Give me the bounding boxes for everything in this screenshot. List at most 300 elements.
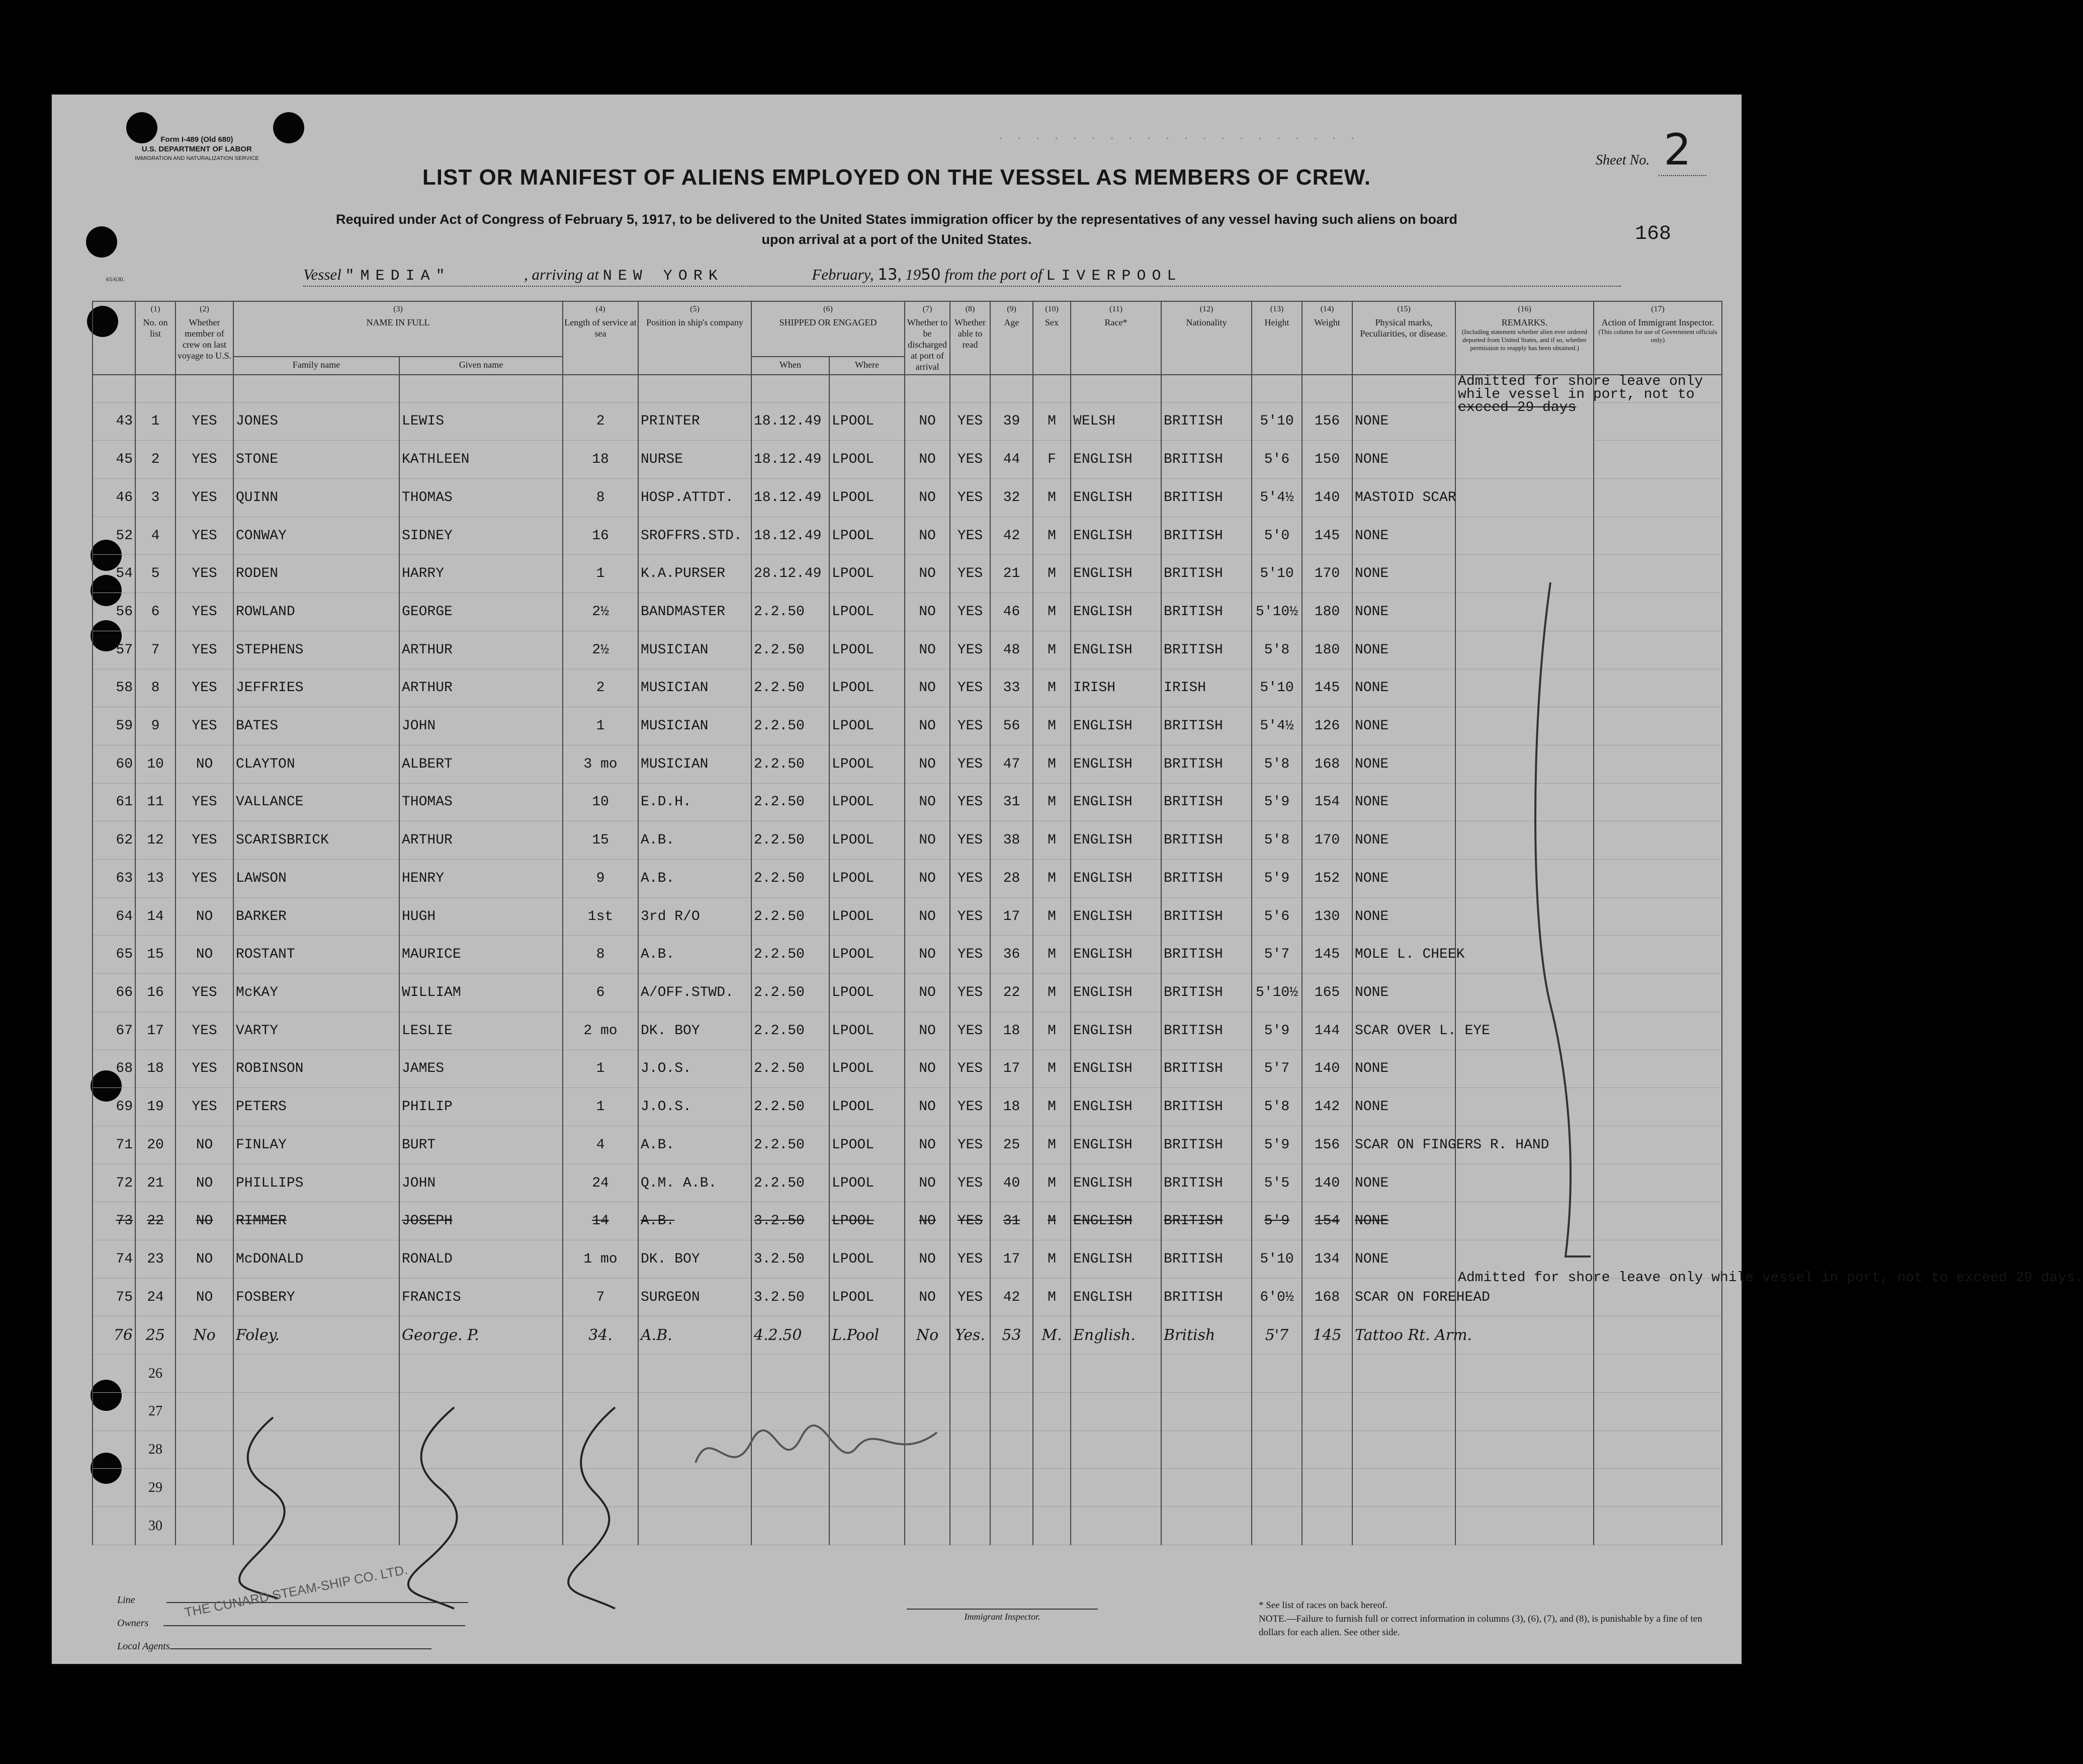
cell-empty [1033,1469,1071,1507]
cell-race: ENGLISH [1071,936,1161,974]
cell-previous-voyage: NO [176,1126,233,1164]
cell-given-name: KATHLEEN [399,441,563,479]
cell-given-name: GEORGE [399,593,563,631]
cell-shipped-when: 2.2.50 [751,1164,829,1202]
table-row [93,936,1722,974]
cell-empty [751,1355,829,1393]
cell-length-of-service: 15 [563,821,638,860]
cell-row-number: 4 [135,517,176,555]
cell-inspector-action [1594,441,1722,479]
header-no-on-list: (1) No. on list [135,301,176,375]
cell-length-of-service: 1st [563,897,638,936]
faded-header-text: · · · · · · · · · · · · · · · · · · · · [997,132,1358,146]
cell-empty [1302,1507,1352,1545]
cell-row-number: 12 [135,821,176,860]
cell-shipped-when: 2.2.50 [751,1126,829,1164]
cell-nationality: BRITISH [1161,1012,1252,1050]
ditto-mark [555,1402,625,1614]
table-row [93,517,1722,555]
cell-empty [638,1355,751,1393]
cell-empty [1161,1469,1252,1507]
cell-race: ENGLISH [1071,897,1161,936]
cell-height: 5'8 [1252,821,1302,860]
cell-nationality: BRITISH [1161,1050,1252,1088]
cell-previous-voyage: NO [176,1164,233,1202]
crew-table-body [93,374,2083,1545]
cell-row-number: 8 [135,669,176,707]
cell-physical-marks: NONE [1352,745,1455,783]
cell-shipped-when: 2.2.50 [751,783,829,821]
cell-sex: M [1033,1088,1071,1126]
cell-row-number: 21 [135,1164,176,1202]
table-row [93,707,1722,745]
cell-row-number: 29 [135,1469,176,1507]
cell-physical-marks: NONE [1352,517,1455,555]
cell-family-name: Foley. [233,1316,399,1355]
cell-empty [1252,1469,1302,1507]
header-weight: (14) Weight [1302,301,1352,375]
cell-nationality: BRITISH [1161,1088,1252,1126]
cell-shipped-when: 18.12.49 [751,517,829,555]
cell-empty [1455,1392,1594,1431]
cell-shipped-where: LPOOL [829,783,905,821]
cell-discharge: NO [905,669,950,707]
cell-race: IRISH [1071,669,1161,707]
cell-empty [1302,1431,1352,1469]
cell-shipped-when: 2.2.50 [751,1050,829,1088]
cell-length-of-service: 18 [563,441,638,479]
cell-line-number: 45 [93,441,135,479]
cell-height: 5'7 [1252,936,1302,974]
header-family-name: Family name [233,357,399,375]
cell-sex: M [1033,669,1071,707]
cell-race: ENGLISH [1071,1126,1161,1164]
header-nationality: (12) Nationality [1161,301,1252,375]
cell-weight: 145 [1302,1316,1352,1355]
cell-row-number: 22 [135,1202,176,1240]
header-discharged: (7) Whether to be discharged at port of arrival [905,301,950,375]
cell-race: WELSH [1071,402,1161,441]
cell-position: HOSP.ATTDT. [638,479,751,517]
cell-empty [990,1469,1033,1507]
cell-shipped-where: LPOOL [829,479,905,517]
cell-empty [176,1431,233,1469]
cell-able-to-read: YES [950,1164,990,1202]
cell-line-number: 63 [93,860,135,898]
cell-discharge: NO [905,707,950,745]
cell-inspector-action [1594,1088,1722,1126]
manifest-sheet [50,93,2083,1665]
cell-previous-voyage: YES [176,707,233,745]
cell-empty [1302,1355,1352,1393]
cell-nationality: BRITISH [1161,441,1252,479]
cell-sex: M [1033,860,1071,898]
cell-height: 5'6 [1252,441,1302,479]
cell-previous-voyage: YES [176,860,233,898]
cell-previous-voyage: YES [176,1012,233,1050]
cell-discharge: NO [905,1240,950,1279]
cell-weight: 142 [1302,1088,1352,1126]
cell-family-name: ROWLAND [233,593,399,631]
cell-shipped-where: LPOOL [829,821,905,860]
cell-line-number: 71 [93,1126,135,1164]
cell-position: K.A.PURSER [638,555,751,593]
cell-nationality: BRITISH [1161,402,1252,441]
cell-empty [1033,1392,1071,1431]
table-row-empty [93,1507,1722,1545]
cell-position: SROFFRS.STD. [638,517,751,555]
footer-line-label: Line [117,1594,135,1606]
crew-table [92,301,2083,1545]
cell-age: 22 [990,974,1033,1012]
cell-inspector-action [1594,593,1722,631]
cell-empty [176,1392,233,1431]
cell-length-of-service: 34. [563,1316,638,1355]
cell-race: ENGLISH [1071,1088,1161,1126]
cell-discharge: No [905,1316,950,1355]
table-row [93,1316,1722,1355]
cell-family-name: CLAYTON [233,745,399,783]
cell-empty [1352,1392,1455,1431]
cell-weight: 145 [1302,669,1352,707]
cell-position: MUSICIAN [638,669,751,707]
cell-able-to-read: YES [950,402,990,441]
cell-age: 17 [990,1050,1033,1088]
cell-shipped-when: 2.2.50 [751,745,829,783]
sheet-number-label: Sheet No. [1595,152,1650,168]
table-row [93,555,1722,593]
cunard-stamp: THE CUNARD STEAM-SHIP CO. LTD. [183,1562,409,1620]
cell-physical-marks: NONE [1352,821,1455,860]
cell-race: ENGLISH [1071,783,1161,821]
cell-able-to-read: YES [950,517,990,555]
cell-previous-voyage: YES [176,402,233,441]
cell-weight: 140 [1302,479,1352,517]
footer-agents-label: Local Agents [117,1641,170,1652]
cell-discharge: NO [905,1050,950,1088]
cell-line-number: 74 [93,1240,135,1279]
cell-empty [950,1507,990,1545]
cell-empty [176,1355,233,1393]
cell-line-number: 72 [93,1164,135,1202]
cell-race: ENGLISH [1071,745,1161,783]
cell-position: PRINTER [638,402,751,441]
cell-nationality: BRITISH [1161,936,1252,974]
cell-nationality: BRITISH [1161,897,1252,936]
cell-empty [990,1355,1033,1393]
cell-sex: M [1033,1202,1071,1240]
cell-nationality: BRITISH [1161,1164,1252,1202]
cell-line-number: 61 [93,783,135,821]
cell-able-to-read: YES [950,821,990,860]
cell-able-to-read: YES [950,1012,990,1050]
cell-empty [93,1392,135,1431]
cell-race: ENGLISH [1071,479,1161,517]
cell-previous-voyage: NO [176,1278,233,1316]
cell-previous-voyage: YES [176,517,233,555]
cell-line-number: 56 [93,593,135,631]
date-day: 13 [878,266,898,284]
cell-line-number: 75 [93,1278,135,1316]
cell-age: 40 [990,1164,1033,1202]
cell-row-number: 18 [135,1050,176,1088]
cell-physical-marks: NONE [1352,669,1455,707]
cell-family-name: PHILLIPS [233,1164,399,1202]
cell-inspector-action [1594,1202,1722,1240]
cell-shipped-when: 3.2.50 [751,1240,829,1279]
department-name: U.S. DEPARTMENT OF LABOR [141,145,252,153]
crew-table-wrapper [92,301,2083,1543]
cell-shipped-where: LPOOL [829,745,905,783]
cell-inspector-action [1594,821,1722,860]
cell-previous-voyage: YES [176,821,233,860]
cell-sex: M [1033,821,1071,860]
cell-position: A.B. [638,1316,751,1355]
cell-family-name: SCARISBRICK [233,821,399,860]
cell-line-number: 68 [93,1050,135,1088]
cell-empty [93,1507,135,1545]
spacer-row [93,375,1722,402]
cell-discharge: NO [905,631,950,669]
form-identifier [135,135,259,163]
form-code: 65/630. [106,276,125,283]
cell-previous-voyage: No [176,1316,233,1355]
table-row [93,821,1722,860]
cell-row-number: 9 [135,707,176,745]
table-row [93,974,1722,1012]
cell-height: 5'10 [1252,402,1302,441]
cell-shipped-when: 2.2.50 [751,669,829,707]
cell-sex: M [1033,1050,1071,1088]
cell-empty [1252,1507,1302,1545]
cell-given-name: MAURICE [399,936,563,974]
remarks-shore-leave-top [1455,374,1703,479]
cell-nationality: BRITISH [1161,631,1252,669]
cell-row-number: 10 [135,745,176,783]
cell-empty [1252,1431,1302,1469]
cell-weight: 156 [1302,1126,1352,1164]
cell-empty [93,1355,135,1393]
cell-family-name: FINLAY [233,1126,399,1164]
cell-age: 32 [990,479,1033,517]
cell-given-name: HUGH [399,897,563,936]
header-name-in-full: (3) NAME IN FULL [233,301,563,357]
cell-able-to-read: YES [950,1088,990,1126]
cell-line-number: 57 [93,631,135,669]
cell-race: ENGLISH [1071,1050,1161,1088]
cell-age: 53 [990,1316,1033,1355]
cell-physical-marks: NONE [1352,593,1455,631]
cell-able-to-read: YES [950,441,990,479]
cell-height: 5'7 [1252,1050,1302,1088]
cell-weight: 150 [1302,441,1352,479]
table-row [93,1050,1722,1088]
cell-sex: M [1033,1278,1071,1316]
cell-able-to-read: YES [950,707,990,745]
cell-discharge: NO [905,745,950,783]
date-year-suffix: 50 [921,266,941,284]
cell-given-name: RONALD [399,1240,563,1279]
cell-able-to-read: YES [950,1278,990,1316]
cell-inspector-action [1594,1050,1722,1088]
cell-position: DK. BOY [638,1240,751,1279]
cell-nationality: BRITISH [1161,707,1252,745]
cell-family-name: FOSBERY [233,1278,399,1316]
cell-age: 17 [990,1240,1033,1279]
cell-previous-voyage: YES [176,441,233,479]
cell-empty [1252,1392,1302,1431]
cell-shipped-when: 18.12.49 [751,479,829,517]
cell-weight: 170 [1302,821,1352,860]
cell-sex: M [1033,631,1071,669]
cell-empty [905,1507,950,1545]
header-length-of-service: (4) Length of service at sea [563,301,638,375]
cell-position: J.O.S. [638,1088,751,1126]
cell-family-name: RODEN [233,555,399,593]
cell-previous-voyage: NO [176,897,233,936]
cell-shipped-where: LPOOL [829,1050,905,1088]
cell-nationality: BRITISH [1161,1126,1252,1164]
cell-discharge: NO [905,441,950,479]
cell-line-number: 59 [93,707,135,745]
cell-row-number: 15 [135,936,176,974]
page-subtitle [52,209,1742,249]
cell-line-number: 64 [93,897,135,936]
cell-empty [1161,1507,1252,1545]
punch-hole [273,112,304,143]
table-row [93,631,1722,669]
cell-position: A/OFF.STWD. [638,974,751,1012]
cell-empty [1071,1355,1161,1393]
cell-empty [1071,1507,1161,1545]
cell-able-to-read: YES [950,1240,990,1279]
cell-empty [829,1507,905,1545]
cell-shipped-where: LPOOL [829,1278,905,1316]
cell-length-of-service: 6 [563,974,638,1012]
cell-age: 36 [990,936,1033,974]
cell-family-name: ROSTANT [233,936,399,974]
cell-physical-marks: NONE [1352,707,1455,745]
cell-position: 3rd R/O [638,897,751,936]
table-row-empty [93,1355,1722,1393]
cell-weight: 180 [1302,631,1352,669]
vessel-line: Vessel "MEDIA" , arriving at NEW YORK February, 13, 1950 from the port of LIVERPOOL [303,266,1621,287]
cell-nationality: BRITISH [1161,479,1252,517]
from-port: LIVERPOOL [1046,268,1182,285]
cell-position: A.B. [638,821,751,860]
ditto-bracket [1520,572,1601,1277]
cell-line-number: 66 [93,974,135,1012]
cell-row-number: 2 [135,441,176,479]
cell-physical-marks: Tattoo Rt. Arm. [1352,1316,1455,1355]
cell-weight: 154 [1302,1202,1352,1240]
cell-empty [751,1507,829,1545]
cell-family-name: VARTY [233,1012,399,1050]
cell-height: 5'4½ [1252,707,1302,745]
cell-empty [905,1355,950,1393]
cell-family-name: ROBINSON [233,1050,399,1088]
subtitle-line-2: upon arrival at a port of the United States. [761,232,1032,247]
cell-race: ENGLISH [1071,1164,1161,1202]
cell-given-name: JOHN [399,707,563,745]
stamp-number: 168 [1634,223,1671,245]
cell-empty [1455,1355,1594,1393]
cell-length-of-service: 8 [563,936,638,974]
cell-shipped-where: LPOOL [829,555,905,593]
cell-shipped-when: 28.12.49 [751,555,829,593]
cell-sex: M [1033,402,1071,441]
cell-able-to-read: YES [950,593,990,631]
cell-sex: M [1033,936,1071,974]
footer-owners-label: Owners [117,1618,149,1629]
cell-nationality: BRITISH [1161,974,1252,1012]
cell-discharge: NO [905,1164,950,1202]
cell-height: 5'9 [1252,1202,1302,1240]
signature-scribble [675,1402,987,1493]
cell-family-name: QUINN [233,479,399,517]
cell-age: 47 [990,745,1033,783]
cell-height: 5'0 [1252,517,1302,555]
cell-nationality: BRITISH [1161,593,1252,631]
cell-length-of-service: 1 [563,1050,638,1088]
cell-empty [1302,1469,1352,1507]
cell-height: 5'9 [1252,783,1302,821]
cell-empty [93,1431,135,1469]
cell-shipped-when: 18.12.49 [751,402,829,441]
cell-race: ENGLISH [1071,1278,1161,1316]
cell-height: 5'10 [1252,555,1302,593]
cell-row-number: 6 [135,593,176,631]
cell-shipped-when: 2.2.50 [751,707,829,745]
cell-physical-marks: NONE [1352,897,1455,936]
cell-position: MUSICIAN [638,631,751,669]
cell-height: 5'10 [1252,1240,1302,1279]
header-line-number [93,301,135,375]
cell-race: ENGLISH [1071,1012,1161,1050]
cell-family-name: VALLANCE [233,783,399,821]
sheet-number-value: 2 [1659,125,1706,176]
cell-physical-marks: NONE [1352,1202,1455,1240]
cell-line-number: 76 [93,1316,135,1355]
cell-empty [233,1355,399,1393]
cell-age: 31 [990,1202,1033,1240]
cell-line-number: 60 [93,745,135,783]
cell-age: 56 [990,707,1033,745]
cell-position: A.B. [638,936,751,974]
table-row [93,897,1722,936]
cell-physical-marks: NONE [1352,402,1455,441]
cell-able-to-read: Yes. [950,1316,990,1355]
cell-weight: 144 [1302,1012,1352,1050]
cell-empty [990,1507,1033,1545]
cell-empty [1352,1507,1455,1545]
cell-row-number: 23 [135,1240,176,1279]
cell-empty [638,1507,751,1545]
cell-row-number: 16 [135,974,176,1012]
cell-previous-voyage: YES [176,593,233,631]
cell-position: Q.M. A.B. [638,1164,751,1202]
cell-row-number: 20 [135,1126,176,1164]
cell-empty [990,1392,1033,1431]
cell-shipped-when: 2.2.50 [751,1012,829,1050]
cell-empty [990,1431,1033,1469]
cell-family-name: JEFFRIES [233,669,399,707]
cell-sex: M. [1033,1316,1071,1355]
cell-physical-marks: NONE [1352,631,1455,669]
cell-family-name: McKAY [233,974,399,1012]
cell-discharge: NO [905,517,950,555]
cell-discharge: NO [905,1012,950,1050]
